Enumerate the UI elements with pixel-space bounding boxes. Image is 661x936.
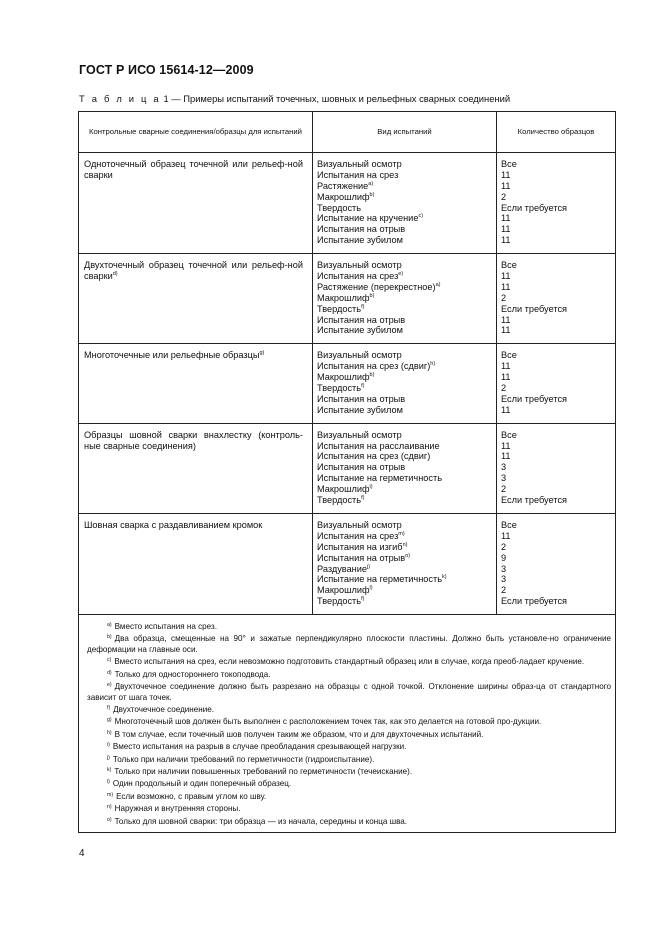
specimen-name: Одноточечный образец точечной или рельеф-ной сварки [84,159,303,180]
quantities-cell [497,424,615,513]
test-quantity: 3 [501,473,507,484]
test-quantity: 11 [501,372,511,383]
test-name-text: Испытание на герметичность [317,473,442,484]
specimen-cell [79,424,313,513]
quantities-cell [497,514,615,614]
test-quantity: Если требуется [501,393,568,404]
test-types-cell [313,514,497,614]
footnote-ref: d) [112,271,118,278]
specimen-name: Образцы шовной сварки внахлестку (контроль-ные сварные соединения) [84,429,303,451]
test-name-text: Испытания на отрыв [317,552,406,563]
test-name [317,350,491,361]
test-quantity: 2 [501,585,507,596]
footnote-mark: m) [107,791,114,798]
footnote-mark: n) [107,804,112,811]
footnote [87,728,611,740]
test-name-text: Макрошлиф [317,292,370,303]
page-number: 4 [79,848,85,859]
footnote-ref: f) [361,383,365,390]
specimen-name: Двухточечный образец точечной или рельеф-ной сварки [84,260,303,282]
test-name [317,181,491,192]
footnote-mark: l) [107,779,110,786]
footnote-mark: b) [107,634,112,641]
footnote-text: Если возможно, с правым углом ко шву. [116,791,267,801]
footnote-mark: o) [107,816,112,823]
test-name [317,553,491,564]
specimen-name: Многоточечные или рельефные образцы [84,350,260,361]
test-quantity: 2 [501,191,507,202]
test-name [317,192,491,203]
test-name-text: Твердость [317,495,362,506]
test-name [317,574,491,585]
test-quantity: Если требуется [501,303,568,314]
test-name-text: Визуальный осмотр [317,260,402,271]
footnote [87,655,611,667]
test-name-text: Испытания на отрыв [317,393,406,404]
footnote-ref: b) [369,372,375,379]
footnote-ref: l) [369,585,373,592]
test-name-text: Испытания на расслаивание [317,440,440,451]
footnote-text: В том случае, если точечный шов получен таким же образом, что и для двухточечных испытаний. [114,729,484,739]
test-name [317,224,491,235]
footnote [87,765,611,777]
test-quantity: 3 [501,574,507,585]
table-header-row [79,112,615,153]
test-quantity: 11 [501,404,511,415]
footnote [87,715,611,727]
test-quantity: 9 [501,552,507,563]
footnote-ref: k) [441,574,447,581]
test-name [317,542,491,553]
test-quantity: Все [501,519,517,530]
test-name [317,462,491,473]
test-quantity: 11 [501,271,511,282]
footnote-text: Наружная и внутренняя стороны. [114,804,241,814]
test-quantity: 11 [501,314,511,325]
specimen-name: Шовная сварка с раздавливанием кромок [84,519,263,530]
test-quantity: Все [501,260,517,271]
test-name-text: Твердость [317,303,362,314]
test-name [317,585,491,596]
footnote-ref: f) [361,596,365,603]
column-header-quantity: Количество образцов [517,127,595,136]
test-name-text: Раздувание [317,563,367,574]
table-footnotes [79,615,615,832]
footnote-text: Только для одностороннего токоподвода. [114,669,271,679]
table-row [79,424,615,514]
test-name-text: Испытания на срез [317,530,399,541]
test-name-text: Визуальный осмотр [317,429,402,440]
footnote [87,753,611,765]
test-quantity: 11 [501,440,511,451]
footnote-text: Два образца, смещенные на 90° и зажатые перпендикулярно плоскости пластины. Должно быть установле-но ограничение деформации на главные оси. [87,634,611,654]
footnote-ref: e) [398,271,404,278]
quantities-cell [497,344,615,422]
test-quantity: 11 [501,530,511,541]
footnote-text: Двухточечное соединение должно быть разрезано на образцы с одной точкой. Отклонение ширины образ-ца от стандартного зависит от шага точек. [87,682,611,702]
footnote-text: Вместо испытания на срез, если невозможно подготовить стандартный образец или в случае, когда преоб-ладает кручение. [114,657,585,667]
footnote-text: Двухточечное соединение. [113,704,215,714]
footnote-mark: f) [107,704,111,711]
test-name [317,564,491,575]
test-name [317,495,491,506]
footnote-ref: o) [405,552,411,559]
test-name-text: Испытания на отрыв [317,224,406,235]
column-header-test-type: Вид испытаний [313,112,497,152]
specimen-cell [79,344,313,422]
test-quantity: 11 [501,325,511,336]
footnote-ref: n) [402,541,408,548]
footnote-text: Только при наличии повышенных требований по герметичности (течеискание). [114,766,413,776]
test-quantity: Если требуется [501,495,568,506]
test-name [317,282,491,293]
test-name-text: Твердость [317,596,362,607]
footnote-ref: i) [369,484,373,491]
test-name-text: Растяжение [317,180,369,191]
footnote-text: Только при наличии требований по герметичности (гидроиспытание). [112,754,375,764]
test-types-cell [313,424,497,513]
footnote-ref: j) [367,563,371,570]
footnote [87,632,611,655]
table-body [79,153,615,615]
test-quantity: Если требуется [501,202,568,213]
footnote-text: Только для шовной сварки: три образца — из начала, середины и конца шва. [114,816,408,826]
test-name-text: Испытания на отрыв [317,462,406,473]
footnote-text: Один продольный и один поперечный образец. [112,779,292,789]
footnote-ref: h) [430,361,436,368]
table-row [79,344,615,423]
test-quantity: 11 [501,235,511,246]
test-name-text: Испытание на герметичность [317,574,442,585]
test-name [317,394,491,405]
footnote-mark: a) [107,622,112,629]
footnote [87,680,611,703]
test-quantity: 3 [501,462,507,473]
test-name-text: Визуальный осмотр [317,519,402,530]
footnote-text: Вместо испытания на разрыв в случае преобладания срезывающей нагрузки. [112,742,407,752]
test-quantity: 11 [501,361,511,372]
footnote [87,790,611,802]
test-name-text: Макрошлиф [317,372,370,383]
test-name-text: Испытания на срез (сдвиг) [317,451,431,462]
test-name [317,235,491,246]
test-name [317,531,491,542]
footnote-ref: b) [369,191,375,198]
footnote [87,703,611,715]
footnote-mark: j) [107,754,110,761]
footnote [87,740,611,752]
test-name-text: Испытания на изгиб [317,541,403,552]
test-name [317,405,491,416]
test-name-text: Испытания на срез [317,169,399,180]
specimen-cell [79,514,313,614]
test-name [317,383,491,394]
footnote [87,777,611,789]
footnote-mark: g) [107,717,112,724]
test-name [317,315,491,326]
test-name [317,325,491,336]
footnote-mark: e) [107,682,112,689]
test-name [317,271,491,282]
footnote-mark: d) [107,669,112,676]
test-quantity: 2 [501,484,507,495]
test-name-text: Макрошлиф [317,484,370,495]
test-name-text: Испытание зубилом [317,325,403,336]
document-title: ГОСТ Р ИСО 15614-12—2009 [79,63,254,77]
test-name [317,203,491,214]
test-name [317,159,491,170]
specimen-cell [79,254,313,343]
specimen-cell [79,153,313,253]
test-types-cell [313,344,497,422]
test-name [317,170,491,181]
test-name [317,441,491,452]
table-row [79,153,615,254]
test-quantity: 11 [501,224,511,235]
test-name [317,520,491,531]
test-quantity: 11 [501,451,511,462]
footnote [87,668,611,680]
table-row [79,514,615,615]
test-types-cell [313,254,497,343]
test-name [317,372,491,383]
quantities-cell [497,153,615,253]
test-name-text: Испытание зубилом [317,404,403,415]
test-quantity: Все [501,429,517,440]
table-row [79,254,615,344]
test-quantity: Если требуется [501,596,568,607]
test-quantity: 2 [501,292,507,303]
test-name [317,451,491,462]
footnote-mark: i) [107,742,110,749]
test-name [317,430,491,441]
footnote-ref: a) [435,281,441,288]
test-name-text: Испытания на срез (сдвиг) [317,361,431,372]
test-name [317,473,491,484]
table-caption-text: 1 — Примеры испытаний точечных, шовных и рельефных сварных соединений [160,93,511,104]
footnote-mark: c) [107,657,112,664]
test-name [317,361,491,372]
test-name-text: Испытание на кручение [317,213,419,224]
test-name-text: Испытания на отрыв [317,314,406,325]
test-quantity: 3 [501,563,507,574]
test-quantity: 2 [501,383,507,394]
footnote [87,802,611,814]
test-name-text: Испытание зубилом [317,235,403,246]
footnote-ref: g) [259,350,265,357]
footnote-mark: k) [107,766,112,773]
test-name [317,260,491,271]
test-quantity: Все [501,159,517,169]
footnote-mark: h) [107,729,112,736]
test-name-text: Растяжение (перекрестное) [317,281,436,292]
test-quantity: 11 [501,281,511,292]
test-quantity: 11 [501,169,511,180]
test-name-text: Твердость [317,383,362,394]
test-name [317,484,491,495]
test-name-text: Испытания на срез [317,271,399,282]
test-name-text: Визуальный осмотр [317,350,402,361]
test-quantity: 11 [501,213,511,224]
column-header-specimens: Контрольные сварные соединения/образцы для испытаний [79,112,313,152]
test-types-cell [313,153,497,253]
tests-table [78,111,616,833]
footnote-ref: c) [418,213,424,220]
test-quantity: 11 [501,180,511,191]
footnote-ref: b) [369,292,375,299]
table-caption-label: Т а б л и ц а [79,93,161,104]
test-name-text: Визуальный осмотр [317,159,402,169]
footnote-ref: f) [361,303,365,310]
test-name-text: Макрошлиф [317,191,370,202]
test-name [317,213,491,224]
test-quantity: 2 [501,541,507,552]
footnote-text: Вместо испытания на срез. [114,622,217,632]
test-name [317,304,491,315]
table-caption [79,93,510,104]
test-name-text: Твердость [317,202,362,213]
quantities-cell [497,254,615,343]
test-name-text: Макрошлиф [317,585,370,596]
footnote [87,815,611,827]
test-name [317,293,491,304]
footnote-ref: f) [361,495,365,502]
footnote-ref: m) [398,530,405,537]
footnote-ref: a) [368,180,374,187]
footnote-text: Многоточечный шов должен быть выполнен с расположением точек так, как это делается на готовой про-дукции. [114,717,542,727]
test-name [317,596,491,607]
test-quantity: Все [501,350,517,361]
footnote [87,620,611,632]
